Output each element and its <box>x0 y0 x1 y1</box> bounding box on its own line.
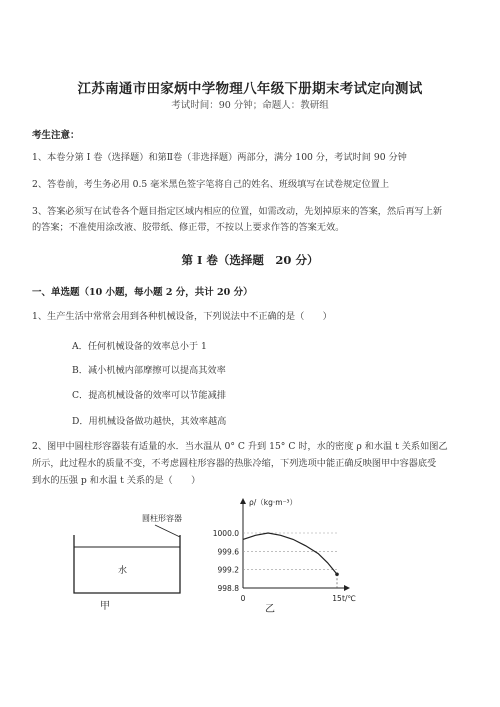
y-axis-label: ρ/（kg·m⁻³） <box>249 498 298 507</box>
figure-caption-jia: 甲 <box>100 601 110 612</box>
q1-stem: 1、生产生活中常常会用到各种机械设备，下列说法中不正确的是（ ） <box>32 311 332 322</box>
x-tick-label: 15 <box>332 594 342 603</box>
q1-option-a: A．任何机械设备的效率总小于 1 <box>72 341 207 352</box>
y-tick-label: 998.8 <box>217 584 239 593</box>
section-subheading: 一、单选题（10 小题，每小题 2 分，共计 20 分） <box>32 287 253 298</box>
density-curve <box>243 533 337 574</box>
y-tick-label: 1000.0 <box>212 529 239 538</box>
water-label: 水 <box>118 566 128 576</box>
notice-item-1: 1、本卷分第 I 卷（选择题）和第Ⅱ卷（非选择题）两部分，满分 100 分，考试时间 90 分钟 <box>32 152 407 163</box>
notice-heading: 考生注意： <box>32 130 80 141</box>
y-tick-label: 999.2 <box>217 565 239 575</box>
container-label: 圆柱形容器 <box>142 514 182 523</box>
section-title: 第 I 卷（选择题 20 分） <box>181 253 319 267</box>
q2-line-1: 2、图甲中圆柱形容器装有适量的水．当水温从 0° C 升到 15° C 时，水的密度 ρ 和水温 t 关系如图乙 <box>32 441 448 452</box>
x-axis-label: t/℃ <box>342 594 356 603</box>
notice-item-3-cont: 的答案；不准使用涂改液、胶带纸、修正带，不按以上要求作答的答案无效。 <box>32 222 345 233</box>
figure-caption-yi: 乙 <box>265 604 275 615</box>
exam-info: 考试时间：90 分钟；命题人：教研组 <box>171 100 329 111</box>
x-tick-label: 0 <box>240 594 246 603</box>
notice-item-3: 3、答案必须写在试卷各个题目指定区域内相应的位置，如需改动，先划掉原来的答案，然后再写上新 <box>32 206 443 217</box>
q2-line-3: 到水的压强 p 和水温 t 关系的是（ ） <box>32 475 201 486</box>
q2-line-2: 所示，此过程水的质量不变，不考虑圆柱形容器的热胀冷缩，下列选项中能正确反映图甲中容器底受 <box>32 458 437 469</box>
q1-option-b: B．减小机械内部摩擦可以提高其效率 <box>72 365 226 376</box>
density-chart <box>205 493 380 618</box>
notice-item-2: 2、答卷前，考生务必用 0.5 毫米黑色签字笔将自己的姓名、班级填写在试卷规定位置上 <box>32 179 390 190</box>
figure-container <box>60 505 220 615</box>
q1-option-d: D．用机械设备做功越快，其效率越高 <box>72 416 227 427</box>
q1-option-c: C．提高机械设备的效率可以节能减排 <box>72 390 227 401</box>
curve-end-point <box>335 572 339 576</box>
y-tick-label: 999.6 <box>217 547 239 557</box>
page-title: 江苏南通市田家炳中学物理八年级下册期末考试定向测试 <box>77 81 423 97</box>
